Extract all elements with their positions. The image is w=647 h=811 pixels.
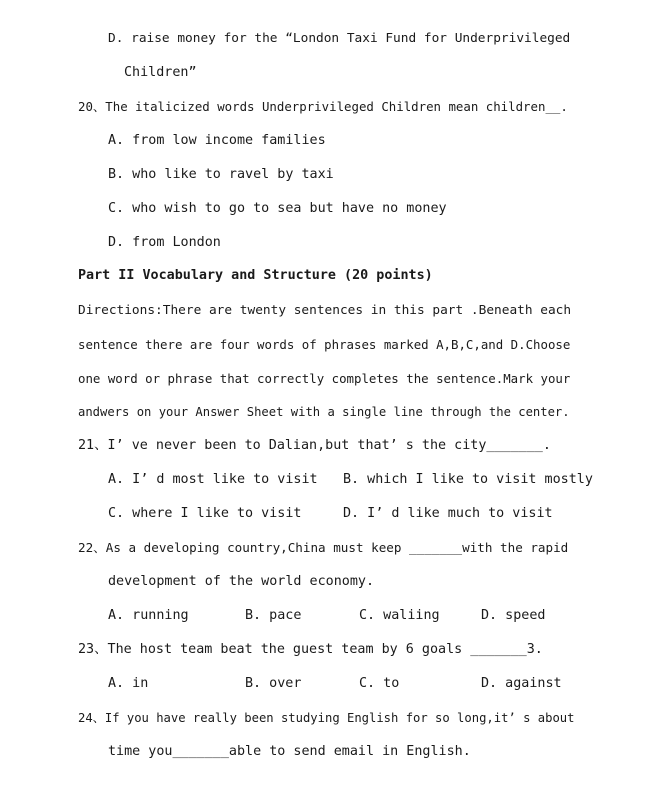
question-20-option-a: A. from low income families	[108, 133, 326, 148]
question-22-option-b: B. pace	[245, 608, 302, 623]
question-23-option-b: B. over	[245, 676, 302, 691]
question-23-option-c: C. to	[359, 676, 400, 691]
question-22-option-d: D. speed	[481, 608, 546, 623]
question-23-option-d: D. against	[481, 676, 562, 691]
question-22-stem-continued: development of the world economy.	[108, 574, 375, 589]
question-20-stem: 20、The italicized words Underprivileged Children mean children__.	[78, 99, 568, 114]
directions-line-1: Directions:There are twenty sentences in this part .Beneath each	[78, 303, 572, 318]
question-21-option-b: B. which I like to visit mostly	[343, 472, 593, 487]
directions-line-2: sentence there are four words of phrases marked A,B,C,and D.Choose	[78, 337, 571, 352]
question-22-stem: 22、As a developing country,China must keep _______with the rapid	[78, 540, 569, 555]
directions-line-3: one word or phrase that correctly completes the sentence.Mark your	[78, 371, 571, 386]
question-20-option-b: B. who like to ravel by taxi	[108, 167, 334, 182]
question-20-option-c: C. who wish to go to sea but have no money	[108, 201, 447, 216]
question-20-option-d: D. from London	[108, 235, 221, 250]
question-23-option-a: A. in	[108, 676, 149, 691]
q19-option-d-line2: Children”	[124, 65, 197, 80]
question-23-stem: 23、The host team beat the guest team by 6 goals _______3.	[78, 642, 543, 657]
question-24-stem-continued: time you_______able to send email in English.	[108, 744, 471, 759]
question-21-option-d: D. I’ d like much to visit	[343, 506, 553, 521]
question-22-option-c: C. waliing	[359, 608, 440, 623]
question-22-option-a: A. running	[108, 608, 189, 623]
part-2-heading: Part II Vocabulary and Structure (20 points)	[78, 268, 433, 283]
question-21-option-c: C. where I like to visit	[108, 506, 302, 521]
directions-line-4: andwers on your Answer Sheet with a single line through the center.	[78, 405, 570, 419]
question-24-stem: 24、If you have really been studying English for so long,it’ s about	[78, 711, 575, 725]
question-21-stem: 21、I’ ve never been to Dalian,but that’ s the city_______.	[78, 438, 551, 453]
q19-option-d-line1: D. raise money for the “London Taxi Fund for Underprivileged	[108, 31, 571, 46]
question-21-option-a: A. I’ d most like to visit	[108, 472, 318, 487]
